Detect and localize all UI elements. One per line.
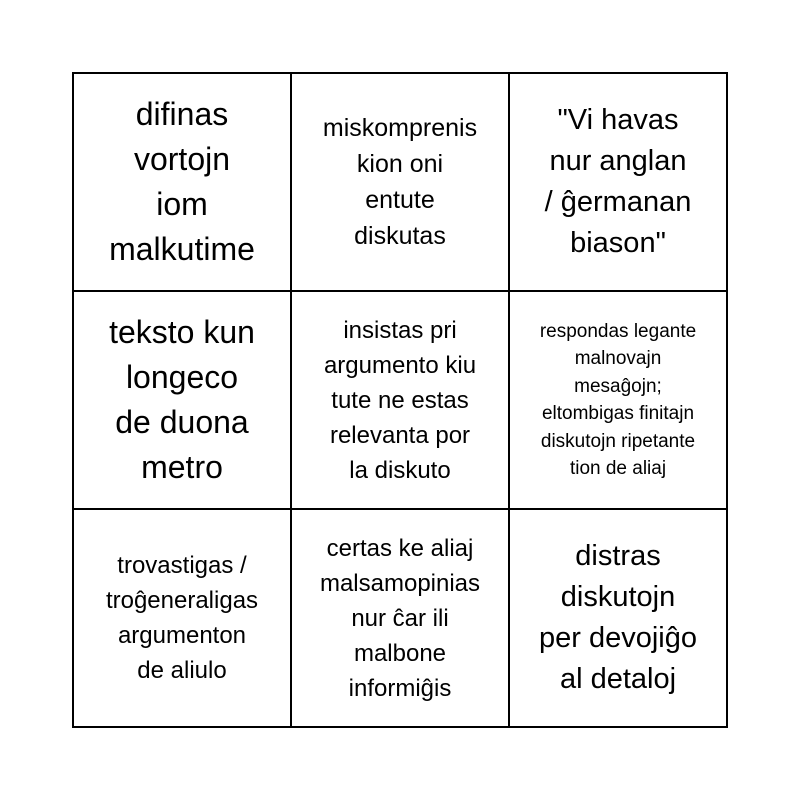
bingo-cell-3[interactable]	[510, 74, 728, 292]
bingo-cell-4[interactable]	[74, 292, 292, 510]
bingo-cell-text: distras diskutojn per devojiĝo al detaloj	[539, 540, 697, 695]
bingo-cell-text: certas ke aliaj malsamopinias nur ĉar ili malbone informiĝis	[319, 534, 481, 702]
bingo-cell-text: difinas vortojn iom malkutime	[109, 96, 255, 267]
bingo-cell-text: respondas legante malnovajn mesaĝojn; eltombigas finitajn diskutojn ripetante tion de aliaj	[539, 320, 697, 479]
bingo-cell-1[interactable]	[74, 74, 292, 292]
bingo-board	[72, 72, 728, 728]
bingo-cell-8[interactable]	[292, 510, 510, 728]
bingo-cell-text: trovastigas / troĝeneraligas argumenton de aliulo	[105, 552, 259, 684]
bingo-cell-text: insistas pri argumento kiu tute ne estas relevanta por la diskuto	[323, 316, 477, 484]
bingo-cell-5[interactable]	[292, 292, 510, 510]
bingo-cell-text: teksto kun longeco de duona metro	[109, 314, 255, 485]
bingo-cell-text: miskomprenis kion oni entute diskutas	[322, 114, 478, 250]
bingo-cell-7[interactable]	[74, 510, 292, 728]
bingo-cell-2[interactable]	[292, 74, 510, 292]
bingo-cell-9[interactable]	[510, 510, 728, 728]
bingo-cell-6[interactable]	[510, 292, 728, 510]
bingo-cell-text: "Vi havas nur anglan / ĝermanan biason"	[544, 104, 692, 259]
